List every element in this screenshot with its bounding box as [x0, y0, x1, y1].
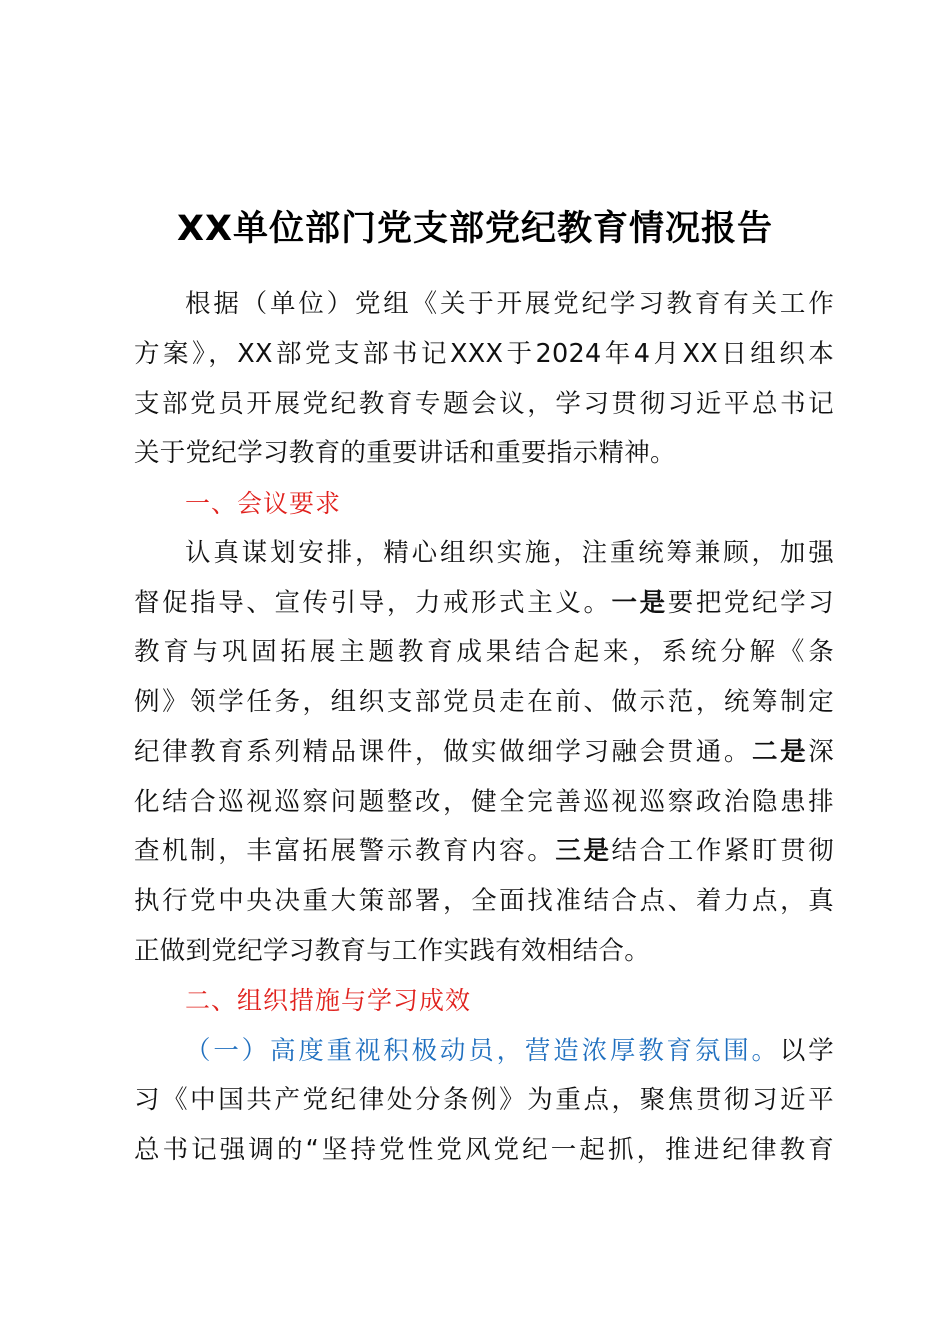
paragraph-line: [134, 831, 834, 871]
body-text: 深: [808, 737, 834, 767]
body-text: 查机制，丰富拓展警示教育内容。: [134, 836, 556, 866]
intro-line: 根据（单位）党组《关于开展党纪学习教育有关工作: [185, 289, 834, 319]
paragraph-line: [134, 732, 834, 772]
paragraph-line: [134, 682, 834, 722]
paragraph-line: [134, 583, 834, 623]
paragraph-line: [134, 632, 834, 672]
body-text: 执行党中央决重大策部署，全面找准结合点、着力点，真: [134, 886, 834, 916]
body-text: 教育与巩固拓展主题教育成果结合起来，系统分解《条: [134, 637, 834, 667]
intro-line: 方案》，XX部党支部书记XXX于2024年4月XX日组织本: [134, 339, 834, 369]
body-text: 总书记强调的“坚持党性党风党纪一起抓，推进纪律教育: [134, 1135, 834, 1165]
intro-line: 支部党员开展党纪教育专题会议，学习贯彻习近平总书记: [134, 389, 834, 419]
page-title: XX单位部门党支部党纪教育情况报告: [177, 209, 773, 249]
body-text: 例》领学任务，组织支部党员走在前、做示范，统筹制定: [134, 687, 834, 717]
body-text: 纪律教育系列精品课件，做实做细学习融会贯通。: [134, 737, 752, 767]
paragraph-line: [134, 881, 834, 921]
intro-line: 关于党纪学习教育的重要讲话和重要指示精神。: [134, 438, 676, 468]
body-text: 习《中国共产党纪律处分条例》为重点，聚焦贯彻习近平: [134, 1085, 834, 1115]
paragraph-line: [134, 931, 834, 971]
paragraph-line: [134, 1080, 834, 1120]
paragraph-line: [134, 1130, 834, 1170]
body-text: 要把党纪学习: [667, 588, 834, 618]
paragraph-line: [185, 1031, 834, 1071]
section-heading-measures-results: 二、组织措施与学习成效: [185, 986, 472, 1015]
body-text: 认真谋划安排，精心组织实施，注重统筹兼顾，加强: [185, 538, 834, 568]
emphasis-text: 二是: [752, 737, 809, 767]
body-text: 以学: [779, 1036, 834, 1066]
body-text: 结合工作紧盯贯彻: [611, 836, 834, 866]
subheading-text: （一）高度重视积极动员，营造浓厚教育氛围。: [185, 1036, 780, 1066]
paragraph-line: [185, 533, 834, 573]
section-heading-meeting-requirements: 一、会议要求: [185, 489, 342, 518]
emphasis-text: 一是: [611, 588, 668, 618]
body-text: 化结合巡视巡察问题整改，健全完善巡视巡察政治隐患排: [134, 787, 834, 817]
body-text: 正做到党纪学习教育与工作实践有效相结合。: [134, 936, 651, 966]
paragraph-line: [134, 782, 834, 822]
emphasis-text: 三是: [555, 836, 612, 866]
body-text: 督促指导、宣传引导，力戒形式主义。: [134, 588, 612, 618]
